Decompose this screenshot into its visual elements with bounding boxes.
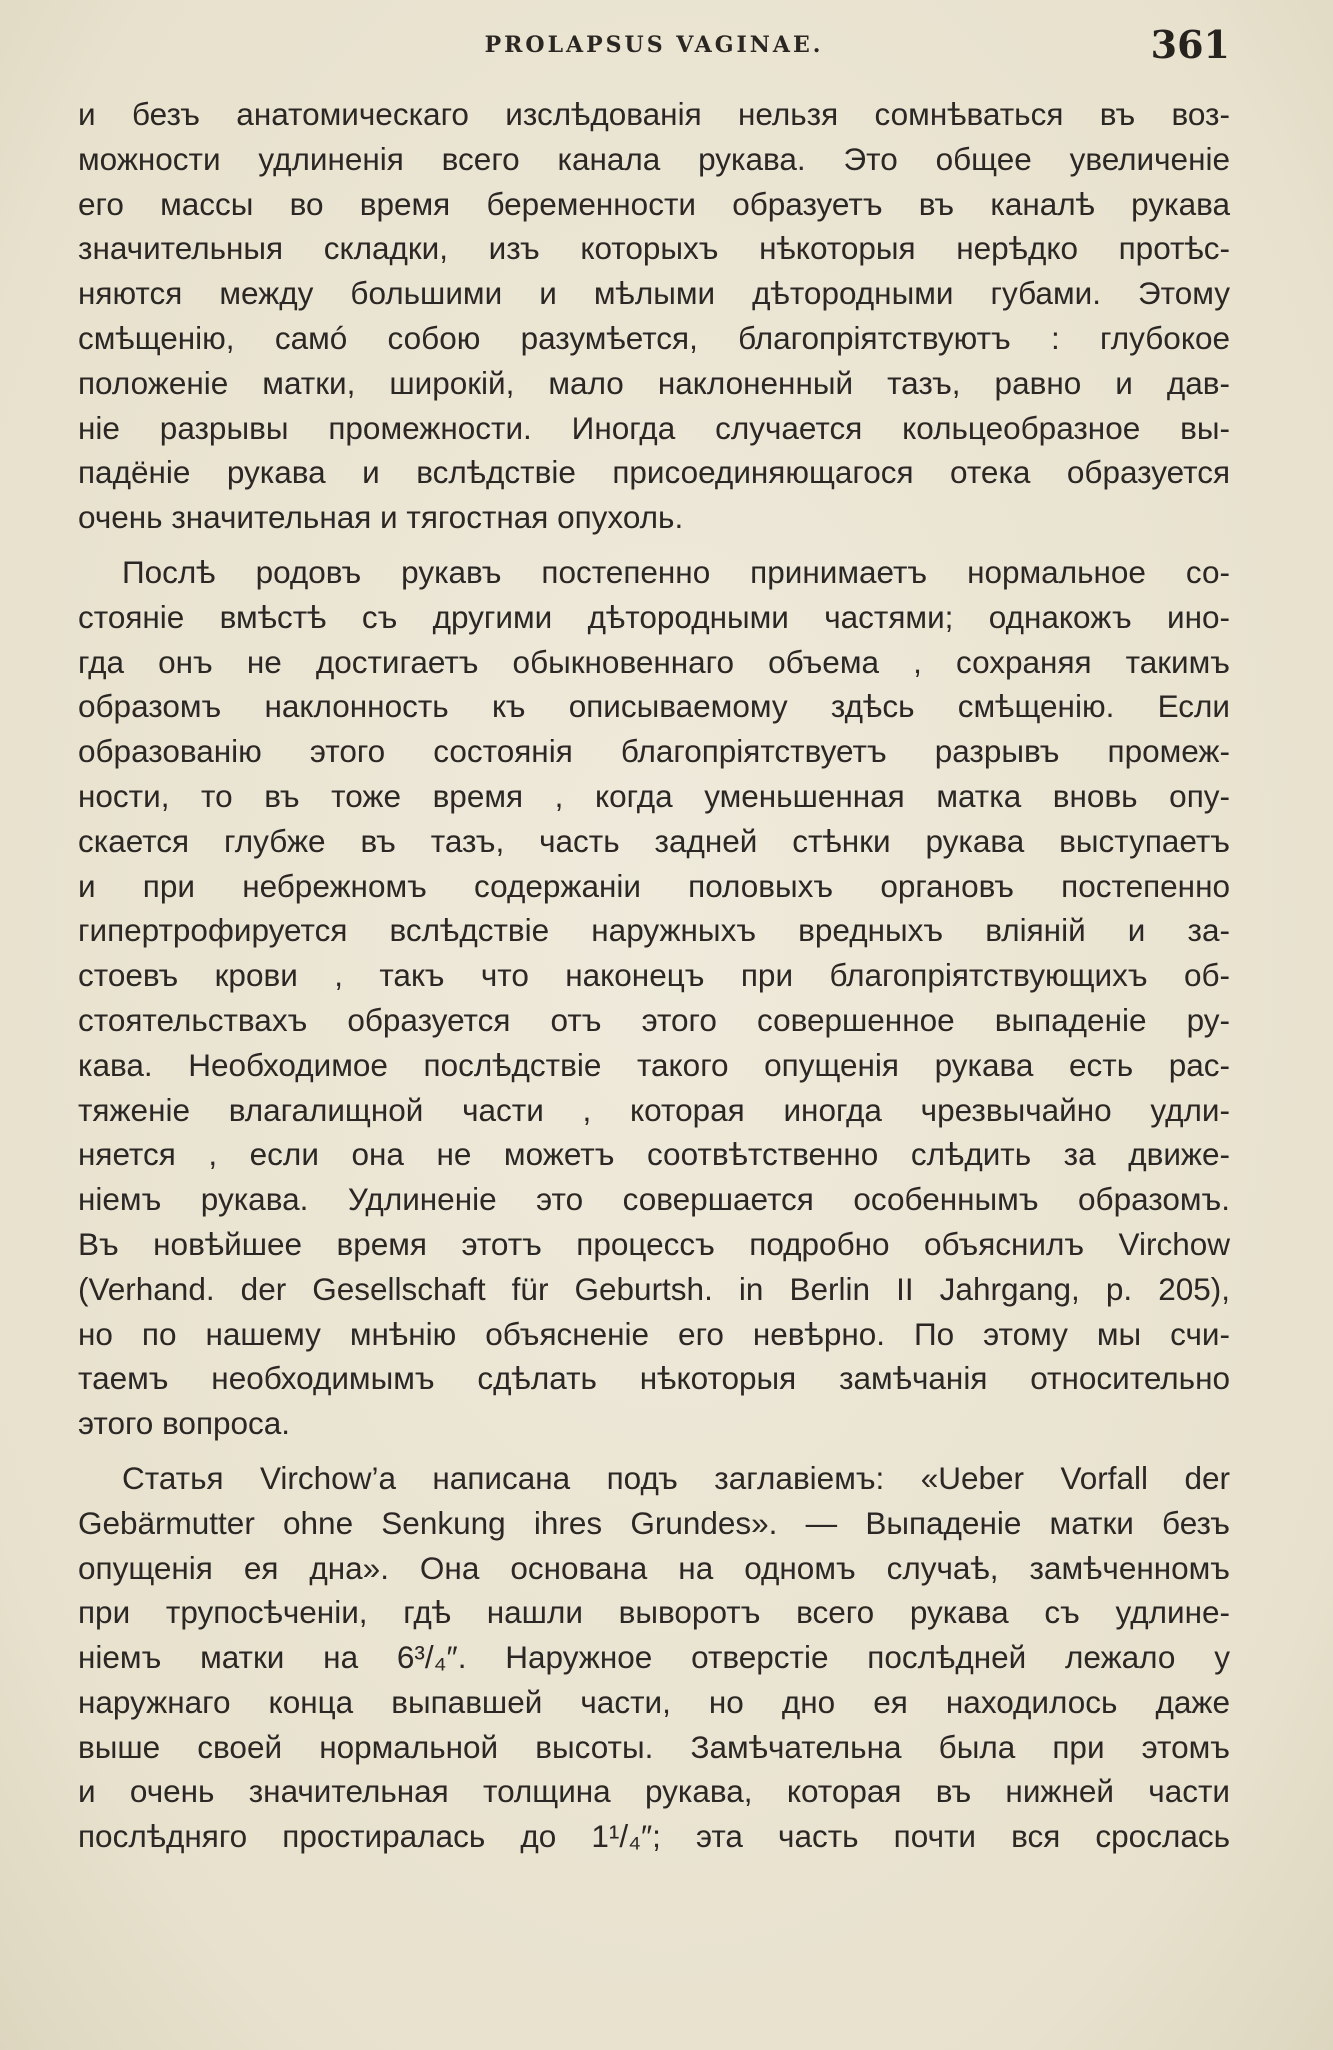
text-line: скается глубже въ тазъ, часть задней стѣнки рукава выступаетъ [78, 822, 1230, 859]
page-number: 361 [1150, 22, 1230, 67]
text-line: при трупосѣченіи, гдѣ нашли выворотъ всего рукава съ удлине- [78, 1594, 1230, 1631]
text-line: няется , если она не можетъ соотвѣтственно слѣдить за движе- [78, 1136, 1230, 1173]
text-line: ности, то въ тоже время , когда уменьшенная матка вновь опу- [78, 777, 1230, 814]
text-line: Послѣ родовъ рукавъ постепенно принимаетъ нормальное со- [122, 553, 1230, 590]
text-line: тяженіе влагалищной части , которая иногда чрезвычайно удли- [78, 1091, 1230, 1128]
text-line: образомъ наклонность къ описываемому здѣсь смѣщенію. Если [78, 688, 1230, 725]
text-line: Статья Virchow’a написана подъ заглавіемъ: «Ueber Vorfall der [122, 1459, 1230, 1496]
text-line: смѣщенію, самó собою разумѣется, благопріятствуютъ : глубокое [78, 319, 1230, 356]
text-line: стоятельствахъ образуется отъ этого совершенное выпаденіе ру- [78, 1001, 1230, 1038]
text-line: можности удлиненія всего канала рукава. Это общее увеличеніе [78, 140, 1230, 177]
paragraph [78, 1456, 1230, 1859]
text-line: и очень значительная толщина рукава, которая въ нижней части [78, 1773, 1230, 1810]
text-line: гда онъ не достигаетъ обыкновеннаго объема , сохраняя такимъ [78, 643, 1230, 680]
text-line: таемъ необходимымъ сдѣлать нѣкоторыя замѣчанія относительно [78, 1360, 1230, 1397]
page-header [78, 22, 1230, 68]
text-line: очень значительная и тягостная опухоль. [78, 499, 684, 536]
text-line: этого вопроса. [78, 1405, 291, 1442]
text-line: няются между большими и мѣлыми дѣтородными губами. Этому [78, 275, 1230, 312]
text-line: падёніе рукава и вслѣдствіе присоединяющагося отека образуется [78, 454, 1230, 491]
text-line: выше своей нормальной высоты. Замѣчательна была при этомъ [78, 1728, 1230, 1765]
text-line: но по нашему мнѣнію объясненіе его невѣрно. По этому мы счи- [78, 1315, 1230, 1352]
text-line: Въ новѣйшее время этотъ процессъ подробно объяснилъ Virchow [78, 1225, 1230, 1262]
text-line: и безъ анатомическаго изслѣдованія нельзя сомнѣваться въ воз- [78, 96, 1230, 132]
text-line: образованію этого состоянія благопріятствуетъ разрывъ промеж- [78, 733, 1230, 770]
text-line: наружнаго конца выпавшей части, но дно ея находилось даже [78, 1683, 1230, 1720]
text-line: кава. Необходимое послѣдствіе такого опущенія рукава есть рас- [78, 1046, 1230, 1083]
text-line: ніемъ матки на 6³/₄″. Наружное отверстіе послѣдней лежало у [78, 1639, 1230, 1676]
text-line: Gebärmutter ohne Senkung ihres Grundes». — Выпаденіе матки безъ [78, 1504, 1230, 1541]
text-line: ніе разрывы промежности. Иногда случается кольцеобразное вы- [78, 409, 1230, 446]
text-line: и при небрежномъ содержаніи половыхъ органовъ постепенно [78, 867, 1230, 904]
text-line: стояніе вмѣстѣ съ другими дѣтородными частями; однакожъ ино- [78, 598, 1230, 635]
text-line: его массы во время беременности образуетъ въ каналѣ рукава [78, 185, 1230, 222]
running-title: PROLAPSUS VAGINAE. [484, 32, 824, 58]
paragraph [78, 92, 1230, 540]
text-line: послѣдняго простиралась до 1¹/₄″; эта часть почти вся срослась [78, 1818, 1230, 1855]
text-line: положеніе матки, широкій, мало наклоненный тазъ, равно и дав- [78, 364, 1230, 401]
body-text [78, 92, 1230, 1859]
paragraph [78, 550, 1230, 1446]
text-line: ніемъ рукава. Удлиненіе это совершается особеннымъ образомъ. [78, 1181, 1230, 1218]
text-line: опущенія ея дна». Она основана на одномъ случаѣ, замѣченномъ [78, 1549, 1230, 1586]
text-line: значительныя складки, изъ которыхъ нѣкоторыя нерѣдко протѣс- [78, 230, 1230, 267]
text-line: стоевъ крови , такъ что наконецъ при благопріятствующихъ об- [78, 957, 1230, 994]
text-line: (Verhand. der Gesellschaft für Geburtsh. in Berlin II Jahrgang, p. 205), [78, 1270, 1230, 1307]
text-line: гипертрофируется вслѣдствіе наружныхъ вредныхъ вліяній и за- [78, 912, 1230, 949]
